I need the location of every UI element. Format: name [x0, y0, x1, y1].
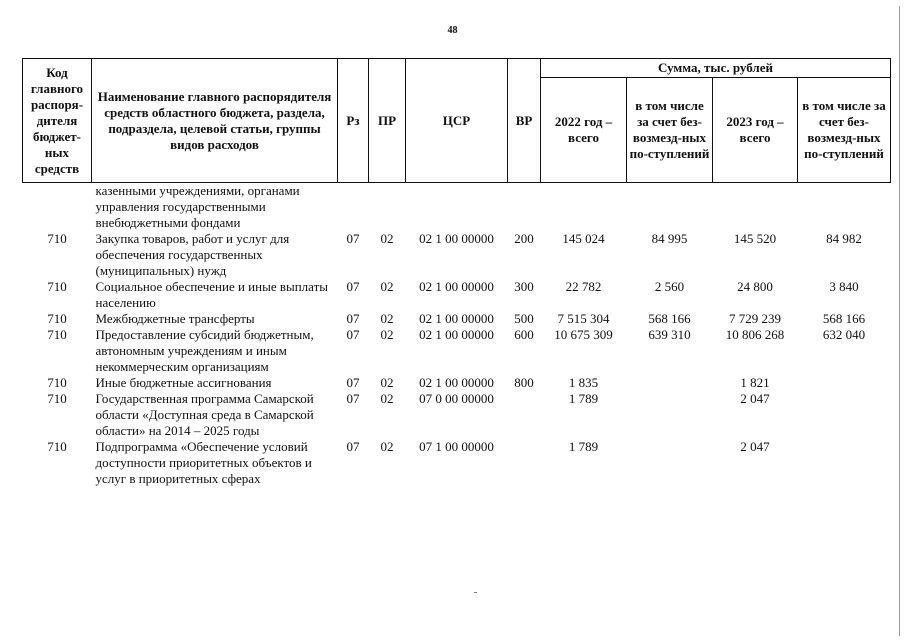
- scan-dot: [474, 592, 477, 593]
- row-2023-total: [713, 183, 798, 232]
- row-code: 710: [47, 439, 67, 454]
- row-vr: 500: [514, 311, 534, 326]
- row-name: Предоставление субсидий бюджетным, автономным учреждениям и иным некоммерческим организациям: [95, 327, 314, 374]
- row-name: Межбюджетные трансферты: [95, 311, 255, 326]
- row-pr: 02: [380, 375, 394, 390]
- row-code: [23, 183, 92, 232]
- table-header: [23, 59, 891, 183]
- row-2022-total: 22 782: [565, 279, 602, 294]
- row-vr: [508, 183, 541, 232]
- row-csr: 02 1 00 00000: [419, 327, 494, 342]
- row-name: Иные бюджетные ассигнования: [95, 375, 272, 390]
- row-rz: 07: [346, 439, 360, 454]
- header-vr: ВР: [508, 59, 541, 183]
- row-vr: 200: [514, 231, 534, 246]
- header-sum-group: Сумма, тыс. рублей: [541, 59, 891, 78]
- row-code: 710: [47, 231, 67, 246]
- header-2023-free: в том числе за счет без-возмезд-ных по-ступлений: [798, 78, 891, 183]
- row-csr: 02 1 00 00000: [419, 311, 494, 326]
- row-vr: 800: [514, 375, 534, 390]
- row-vr: [508, 439, 541, 487]
- row-2022-total: 7 515 304: [557, 311, 610, 326]
- page-number: 48: [447, 25, 458, 36]
- row-pr: 02: [380, 391, 394, 406]
- row-2022-total: 1 789: [568, 391, 599, 406]
- row-rz: [338, 183, 369, 232]
- header-2022-total: 2022 год – всего: [541, 78, 627, 183]
- row-2022-free: 2 560: [654, 279, 685, 294]
- row-rz: 07: [346, 327, 360, 342]
- row-2022-free: [627, 391, 713, 439]
- row-name: Государственная программа Самарской области «Доступная среда в Самарской области» на 2014 – 2025 годы: [95, 391, 314, 438]
- row-name: Социальное обеспечение и иные выплаты населению: [95, 279, 329, 310]
- row-csr: [406, 183, 508, 232]
- row-code: 710: [47, 311, 67, 326]
- row-code: 710: [47, 279, 67, 294]
- row-2023-total: 2 047: [740, 439, 770, 454]
- header-csr: ЦСР: [406, 59, 508, 183]
- row-name: Подпрограмма «Обеспечение условий доступности приоритетных объектов и услуг в приоритетных сферах: [95, 439, 312, 486]
- row-2022-free: 84 995: [651, 231, 688, 246]
- row-csr: 07 1 00 00000: [419, 439, 494, 454]
- row-csr: 07 0 00 00000: [419, 391, 494, 406]
- row-vr: 300: [514, 279, 534, 294]
- table-row: [23, 311, 891, 327]
- row-2022-free: [627, 375, 713, 391]
- row-pr: [369, 183, 406, 232]
- row-2023-total: 1 821: [740, 375, 770, 390]
- row-2023-total: 2 047: [740, 391, 770, 406]
- row-2023-free: [798, 391, 891, 439]
- row-2023-total: 7 729 239: [729, 311, 781, 326]
- table-row: [23, 327, 891, 375]
- row-rz: 07: [346, 391, 360, 406]
- row-2023-free: 568 166: [822, 311, 866, 326]
- row-vr: 600: [514, 327, 534, 342]
- row-2023-free: 84 982: [826, 231, 862, 246]
- row-pr: 02: [380, 327, 394, 342]
- row-name: Закупка товаров, работ и услуг для обеспечения государственных (муниципальных) нужд: [95, 231, 290, 278]
- row-2023-free: 632 040: [822, 327, 866, 342]
- header-name: Наименование главного распорядителя средств областного бюджета, раздела, подраздела, целевой статьи, группы видов расходов: [92, 59, 338, 183]
- budget-table: [22, 58, 891, 487]
- row-rz: 07: [346, 231, 360, 246]
- row-2022-total: 1 789: [568, 439, 599, 454]
- row-2023-free: 3 840: [829, 279, 859, 294]
- header-pr: ПР: [369, 59, 406, 183]
- table-row: [23, 279, 891, 311]
- table-row: [23, 231, 891, 279]
- row-2023-total: 24 800: [737, 279, 773, 294]
- row-vr: [508, 391, 541, 439]
- row-code: 710: [47, 327, 67, 342]
- table-row: [23, 391, 891, 439]
- table-row: [23, 439, 891, 487]
- table-row: [23, 375, 891, 391]
- row-rz: 07: [346, 375, 360, 390]
- row-2023-free: [798, 375, 891, 391]
- row-2022-free: 639 310: [648, 327, 691, 342]
- row-pr: 02: [380, 311, 394, 326]
- row-2022-total: 10 675 309: [554, 327, 613, 342]
- table-row: [23, 183, 891, 232]
- row-2022-total: 145 024: [562, 231, 605, 246]
- row-pr: 02: [380, 439, 394, 454]
- row-2022-total: 1 835: [568, 375, 599, 390]
- header-2023-total: 2023 год – всего: [713, 78, 798, 183]
- row-2023-free: [798, 439, 891, 487]
- row-rz: 07: [346, 279, 360, 294]
- row-2023-total: 10 806 268: [725, 327, 785, 342]
- row-csr: 02 1 00 00000: [419, 279, 494, 294]
- row-code: 710: [47, 375, 67, 390]
- row-2022-free: [627, 439, 713, 487]
- row-rz: 07: [346, 311, 360, 326]
- row-name: казенными учреждениями, органами управления государственными внебюджетными фондами: [95, 183, 300, 230]
- row-2023-free: [798, 183, 891, 232]
- row-2022-total: [541, 183, 627, 232]
- header-code: Код главного распоря-дителя бюджет-ных средств: [23, 59, 92, 183]
- table-body: [23, 183, 891, 488]
- header-rz: Рз: [338, 59, 369, 183]
- header-2022-free: в том числе за счет без-возмезд-ных по-ступлений: [627, 78, 713, 183]
- row-2022-free: 568 166: [648, 311, 691, 326]
- row-csr: 02 1 00 00000: [419, 231, 494, 246]
- scan-edge-line: [899, 6, 900, 636]
- row-csr: 02 1 00 00000: [419, 375, 494, 390]
- row-2023-total: 145 520: [733, 231, 777, 246]
- row-2022-free: [627, 183, 713, 232]
- row-code: 710: [47, 391, 67, 406]
- row-pr: 02: [380, 279, 394, 294]
- row-pr: 02: [380, 231, 394, 246]
